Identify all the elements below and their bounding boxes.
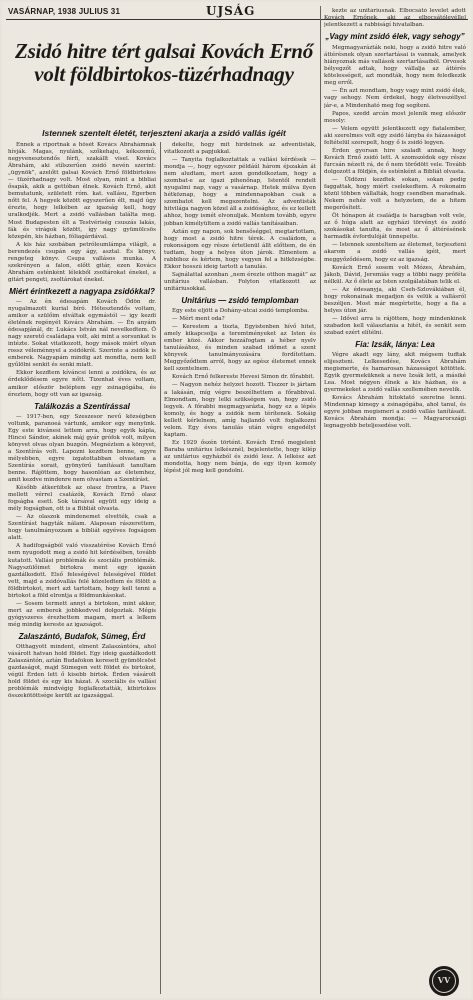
paragraph: — Idővel arra is rájöttem, hogy mindenkinek szabadon kell választania a hitét, és senkit sem szabad ezért elítélni.	[324, 315, 466, 336]
paragraph: kezte az unitáriusnak. Elbocsátó levelet adott Kovách Ernőnek, aki az elbocsátólevéllel jelentkezett a rabbiságí hivatalban.	[324, 8, 466, 29]
column-divider	[320, 6, 321, 994]
section-heading: „Vagy mint zsidó élek, vagy sehogy”	[325, 32, 465, 42]
newspaper-name: UJSÁG	[206, 4, 256, 18]
paragraph: Ennek a riportnak a hősét Kovács Ábrahámnak hívják. Magas, nyulánk, szőkehaju, kékszemű, negyvenesztendős férfi, szakállt visel. Kovács Ábrahám, aki stílszerűen zsidó nevén szerint: „ügynök”, azelőtt galsai Kovách Ernő földbirtokos — tüzérhadnagy volt. Most olyan, mint a bibliai ősapák, akik a gettóban élnek. Kovách Ernő, akit bemutatunk, született róm. kat. vallásu, Egerben nőtt fel. A hegyek között egyszerűen élt, majd úgy érezte, hogy lelkében az igazság kell, hogy uralkodjék. Mert a zsidó vallásban találta meg. Most Budapesten élt a Testvériség csuszás lakás, fák és virágok között, így nagy gyümölcsös közepén, kis házban, fóliagárdával.	[8, 142, 156, 240]
paragraph: Aztán egy napon, sok bensőséggel, megtartottam, hogy most a zsidó hitre térek. A családom, a rokonságom egy része értetlenül állt előttem, de én tudtam, hogy a helyes úton járok. Elmentem a rabbihoz és kértem, hogy vegyen fel a hitközségbe. Ekkor hosszú ideig tartott a tanulás.	[164, 228, 316, 270]
paragraph: — Az én édesapám Kovách Ödön dr. nyugalmazott kurial bíró. Hétesztendős voltam, amikor a szülőim elváltak egymástól — igy kezdi életének regényét Kovács Ábrahám. — Én anyám édesapjánál, dr. Lukács István nál nevelkedtem. Ő nagy szerető családapa volt, aki mint a sorsunkat is intézte. Sokat vitatkozott, hogy mások miért olyan rossz véleménnyel a zsidókról. Szerinte a zsidók is emberek. Nagyapám mindig azt mondta, nem kell gyűlölni senkit és senki miatt.	[8, 298, 156, 369]
paragraph: Végre akadt egy lány, akit mégsem tudtak elijeszteni. Lelkesedése, Kovács Ábrahám megismerte, és hamarosan házasságot kötöttek. Egyik gyermeküknek a neve Izsák lett, a másiké Lea. Most négyen élnek a kis házban, és a gyermekeket a zsidó vallás szellemében nevelik.	[324, 352, 466, 394]
paragraph: Megmagyarázták neki, hogy a zsidó hitre való áttérésnek olyan szertartásai is vannak, amelyek hiányoznak más vallások szertartásaiból. Orvosok bélyegzőt adtak, hogy vállalja az áttérés kötelességeit, azt mondták, hogy nem feledkezik meg erről.	[324, 45, 466, 87]
paragraph: Érden gyorsan hire szaladt annak, hogy Kovách Ernő zsidó lett. A szomszédok egy része furcsán nézett rá, de ő nem törődött vele. Tovább dolgozott a földjén, és esténként a Bibliát olvasta.	[324, 147, 466, 175]
column-2	[164, 142, 316, 994]
paragraph: Egy este eljött a Dohány-utcai zsidó templomba.	[172, 307, 309, 314]
paragraph: — Üldözni kezdtek sokan, sokan pedig faggattak, hogy miért cselekedtem. A rokonaim közül többen vállalták, hogy csendben maradnak. Nekem nehéz volt a helyzetem, de a hitem megerősített.	[324, 176, 466, 212]
paragraph: Öt hónapon át családja is haragban volt vele, az ő húga alatt az egyházi törvényt és zsidó szokásokat tanulta, és most az ő áttérésének harmadik évfordulóját ünnepelte.	[324, 213, 466, 241]
section-heading: Találkozás a Szentírással	[34, 401, 130, 411]
paragraph: Kovách Ernő felkereste Hevesi Simon dr. főrabbit.	[172, 374, 315, 381]
paragraph: A kis ház szobában petróleumlámpa világít, a berendezés csupán egy ágy, asztal. És könyv, rengeteg könyv. Csupa vallásos munka. A szekrényen a falon, előtt gitár, ezen Kovács Ábrahám esténként lélekből zsoltárokat énekel, a gitárt pengeti, zsoltárokat énekel.	[8, 241, 156, 283]
section-heading: Unitárius — zsidó templomban	[181, 295, 299, 305]
paragraph: — Tanyita foglalkoztattak a vallási kérdések — mondja —, hogy egyszer példáúl három éjszakán át nem aludtam, mert azon gondolkoztam, hogy a szombat-e az igazi pihenőnap, Istentől rendelt nyugalmi nap, vagy a vasárnap. Hetek múlva ilyen hétköznap, hogy a mindennapokban csak a szombatot kell megszentelni. Az adventisták hitvilága nagyon közel áll a zsidósághoz, és ez kellett ahhoz, hogy ismét elvonuljak. Mentem tovább, egyre jobban kimélyültem a zsidó vallás tanításaiban.	[164, 157, 316, 227]
paragraph: Kovách Ernő sosem volt Mózes, Ábrahám, Jákob, Dávid, Jeremiás vagy a többi nagy próféta nélkül. Az ő élete az Isten szolgálatában telik el.	[324, 264, 466, 285]
paragraph: Papos, szedd arcán most jelenik meg először mosoly:	[324, 110, 466, 124]
paragraph: dekelte, hogy mit hirdetnek az adventisták, vitatkozott a papjukkal.	[164, 142, 316, 156]
paragraph: — 1917-ben, egy Szeszesor nevű községben voltunk, paranoeá vártunk, amikor egy menyünk. Egy este kivánesi lettem arra, hogy egyik kápla, Hincsi Sándor, akinek máj gyár grófok volt, milyen könyvet olvas olyan buzgón. Megnéztem a könyvet, a Szentírás volt. Lapozni kezdtem benne, egyre mélyebben, egyre izgatottabban olvastam a Szentírás sorait, gyönyörű tanításait tanultam benne. Rájöttem, hogy hasonlóan az életemhez, amit kezdve mindenre nem olvastam a Szentírást.	[8, 413, 156, 484]
paragraph: Kovács Ábrahám hitoktató szeretne lenni. Mindennap kimegy a zsinagógába, ahol tanul, és egyre jobban megismeri a zsidó vallás tanításait. Kovács Ábrahám mondja: — Magyarországi legnagyobb beteljesedése volt.	[324, 395, 466, 430]
paragraph: — Istennek szenteltem az életemet, terjeszteni akarom a zsidó vallás igéit, mert meggyőződésem, hogy ez az igazság.	[324, 242, 466, 263]
paragraph: — Én azt mondtam, hogy vagy mint zsidó élek, vagy sehogy. Nem érdekel, hogy életveszéllyel jár-e, a Mindenható meg fog segíteni.	[324, 88, 466, 109]
paragraph: Ez 1929 őszén történt. Kovách Ernő megjelent Baraba unitárius lelkésznél, bejelentette, hogy kilép az unitárius egyházból és zsidó lesz. A lelkész azt mondotta, hogy nem bánja, de egy ilyen komoly lépést jól meg kell gondolni.	[164, 439, 316, 475]
section-heading: Fia: Izsák, lánya: Lea	[355, 340, 435, 350]
paragraph: Otthagyott mindent, elment Zalaszántóra, ahol vásárolt hatvan hold földet. Egy ideig gazdálkodott Zalaszántón, aztán Budafokon keresett gyümölcsöst gazdaságot, majd Sümegen vett földet és birtokot, végül Érden lett ő kisebb birtok. Érden vásárolt hold földet és egy kis házat. A szociális és vallási problémák mindvégig foglalkoztatták, kibirtokos összekötöttsége került az igazsággal.	[8, 644, 156, 700]
column-3	[324, 8, 466, 956]
paragraph: Később átkerültek az olasz frontra, a Piave mellett vérrel csatázók, Kovách Ernő olasz fogságba esett. Sok társával együtt egy ideig a mély fogságban, ott is a Bibliát olvasta.	[8, 485, 156, 513]
column-1	[8, 142, 156, 994]
section-heading: Zalaszántó, Budafok, Sümeg, Érd	[18, 632, 146, 641]
article-headline: Zsidó hitre tért galsai Kovách Ernő volt földbirtokos-tüzérhadnagy	[14, 39, 314, 86]
paragraph: Ekkor kezdtem kíváncsi lenni a zsidókra, és az érdeklődésem egyre nőtt. Tizenhat éves voltam, amikor először beléptem egy zsinagógába, és éreztem, hogy ott van az igazság.	[8, 370, 156, 398]
paragraph: Sajnálattal azonban „nem érezte otthon magát” az unitárius vallásban. Folyton vitatkozott az unitáriusokkal.	[164, 271, 316, 292]
paragraph: — Velem együtt jelentkezett egy fiatalember, aki szerelmes volt egy zsidó lányba és házasságot feltételül szerepelt, hogy ő is zsidó legyen.	[324, 125, 466, 146]
paragraph: A hadifogságból való visszatérése Kovách Ernő nem nyugodott meg a zsidó hit kérdésében, tovább kutatott. Vallási problémák és szociális problémák. Nagyszülőimet birtokra ment egy igazán gazdálkodott. Első feleségével feleségével földet vett, majd a zsidóvallás felé közeledtem és fölött a földbirtokot, mert azt tartottam, hogy kell tenni a birtokot a föld elrontja a földmunkásokat.	[8, 543, 156, 599]
paragraph: — Mért ment oda?	[172, 316, 225, 323]
section-heading: Miért érintkezett a nagyapa zsidókkal?	[9, 286, 155, 296]
stamp-text: VV	[437, 975, 451, 985]
issue-date: VASÁRNAP, 1938 JULIUS 31	[8, 7, 121, 16]
column-divider	[160, 142, 161, 994]
article-subheadline: Istennek szentelt életét, terjeszteni akarja a zsidó vallás igéit	[42, 128, 286, 138]
paragraph: — Az olaszok mindenemet elvették, csak a Szentírást hagyták nálam. Alaposan rászerettem, hogy tanulmányozzam a bibliát egyéves fogságom alatt.	[8, 514, 156, 542]
paragraph: — Kerestem a tiszta, Egyistenben hívő hitet, amely kikapcsolja a teremtményeket az Isten és ember közé. Akkor hozzáfogtam a héber nyelv tanulásához, és minden szabad időmet a szent könyvek tanulmányozására fordítottam. Meggyőződtem arról, hogy az egész életemet ennek kell szentelnem.	[164, 324, 316, 373]
paragraph: — Sosem termett annyi a birtokon, mint akkor, mert az emberek jobbkedvvel dolgoztak. Mégis gyógyszeres érezhettem magam, mert a lelkem még mindig kereste az igazságot.	[8, 600, 156, 628]
paragraph: — Nagyon nehéz helyzet hozott. Tiszzer is jártam a lakásán, míg végre beszélhettem a főrabbival. Elmondtam, hogy lelki szükségem van, hogy zsidó legyek. A főrabbi megmagyarázta, hogy ez a lépés komoly, és hogy a zsidók nem térítenek. Sokáig kellett kérlelnem, amíg hajlandó volt foglalkozni velem. Egy éves tanulás után végre engedélyt kaptam.	[164, 382, 316, 438]
paragraph: — Az édesanyja, aki Cseh-Szlovákiában él, hogy rokonainak megadjon és velük a vallásról beszéljen. Most már megértette, hogy a fia a helyes úton jár.	[324, 286, 466, 314]
newspaper-page	[2, 2, 471, 998]
archive-stamp-icon	[429, 966, 459, 996]
